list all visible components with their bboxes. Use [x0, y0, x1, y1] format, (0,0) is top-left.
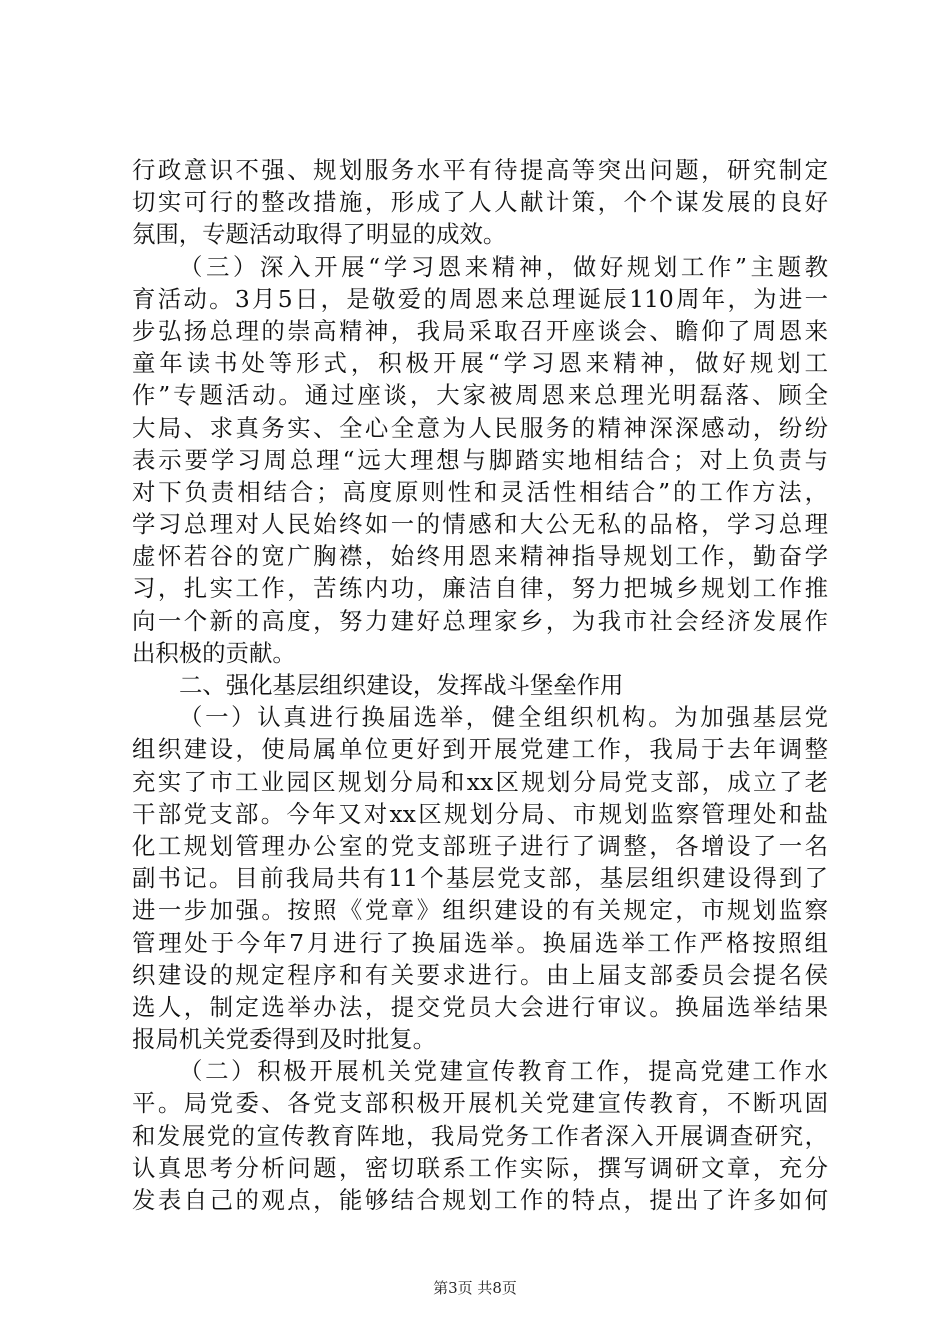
text-line: 和发展党的宣传教育阵地，我局党务工作者深入开展调查研究， [132, 1121, 828, 1150]
text-line: 副书记。目前我局共有11个基层党支部，基层组织建设得到了 [132, 864, 828, 893]
text-line: 充实了市工业园区规划分局和xx区规划分局党支部，成立了老 [132, 767, 828, 796]
text-line: （二）积极开展机关党建宣传教育工作，提高党建工作水 [179, 1057, 828, 1086]
text-line: 表示要学习周总理“远大理想与脚踏实地相结合；对上负责与 [132, 445, 828, 474]
text-line: 作”专题活动。通过座谈，大家被周恩来总理光明磊落、顾全 [132, 381, 828, 410]
paragraph [132, 701, 828, 1055]
text-line: 管理处于今年7月进行了换届选举。换届选举工作严格按照组 [132, 928, 828, 957]
text-line: 干部党支部。今年又对xx区规划分局、市规划监察管理处和盐 [132, 799, 828, 828]
text-line: 氛围，专题活动取得了明显的成效。 [132, 220, 507, 249]
section-heading [132, 669, 828, 701]
document-body [132, 154, 828, 1216]
text-line: 学习总理对人民始终如一的情感和大公无私的品格，学习总理 [132, 510, 828, 539]
text-line: 切实可行的整改措施，形成了人人献计策，个个谋发展的良好 [132, 188, 828, 217]
paragraph [132, 251, 828, 669]
text-line: 化工规划管理办公室的党支部班子进行了调整，各增设了一名 [132, 831, 828, 860]
paragraph [132, 1055, 828, 1216]
text-line: 出积极的贡献。 [132, 638, 296, 667]
text-line: 织建设的规定程序和有关要求进行。由上届支部委员会提名侯 [132, 960, 828, 989]
text-line: 平。局党委、各党支部积极开展机关党建宣传教育，不断巩固 [132, 1089, 828, 1118]
text-line: 选人，制定选举办法，提交党员大会进行审议。换届选举结果 [132, 992, 828, 1021]
text-line: 二、强化基层组织建设，发挥战斗堡垒作用 [179, 671, 624, 699]
paragraph [132, 154, 828, 251]
text-line: 组织建设，使局属单位更好到开展党建工作，我局于去年调整 [132, 735, 828, 764]
text-line: （三）深入开展“学习恩来精神，做好规划工作”主题教 [179, 252, 828, 281]
text-line: 发表自己的观点，能够结合规划工作的特点，提出了许多如何 [132, 1186, 828, 1214]
text-line: 童年读书处等形式，积极开展“学习恩来精神，做好规划工 [132, 349, 828, 378]
text-line: 对下负责相结合；高度原则性和灵活性相结合”的工作方法， [132, 477, 828, 506]
text-line: 育活动。3月5日，是敬爱的周恩来总理诞辰110周年，为进一 [132, 284, 828, 313]
text-line: 行政意识不强、规划服务水平有待提高等突出问题，研究制定 [132, 156, 828, 184]
text-line: 认真思考分析问题，密切联系工作实际，撰写调研文章，充分 [132, 1153, 828, 1182]
text-line: 进一步加强。按照《党章》组织建设的有关规定，市规划监察 [132, 896, 828, 925]
text-line: 大局、求真务实、全心全意为人民服务的精神深深感动，纷纷 [132, 413, 828, 442]
text-line: 报局机关党委得到及时批复。 [132, 1025, 437, 1054]
text-line: 虚怀若谷的宽广胸襟，始终用恩来精神指导规划工作，勤奋学 [132, 542, 828, 571]
text-line: 习，扎实工作，苦练内功，廉洁自律，努力把城乡规划工作推 [132, 574, 828, 603]
text-line: 向一个新的高度，努力建好总理家乡，为我市社会经济发展作 [132, 606, 828, 635]
page-number-footer: 第3页 共8页 [433, 1279, 517, 1297]
text-line: （一）认真进行换届选举，健全组织机构。为加强基层党 [179, 703, 828, 732]
text-line: 步弘扬总理的崇高精神，我局采取召开座谈会、瞻仰了周恩来 [132, 316, 828, 345]
